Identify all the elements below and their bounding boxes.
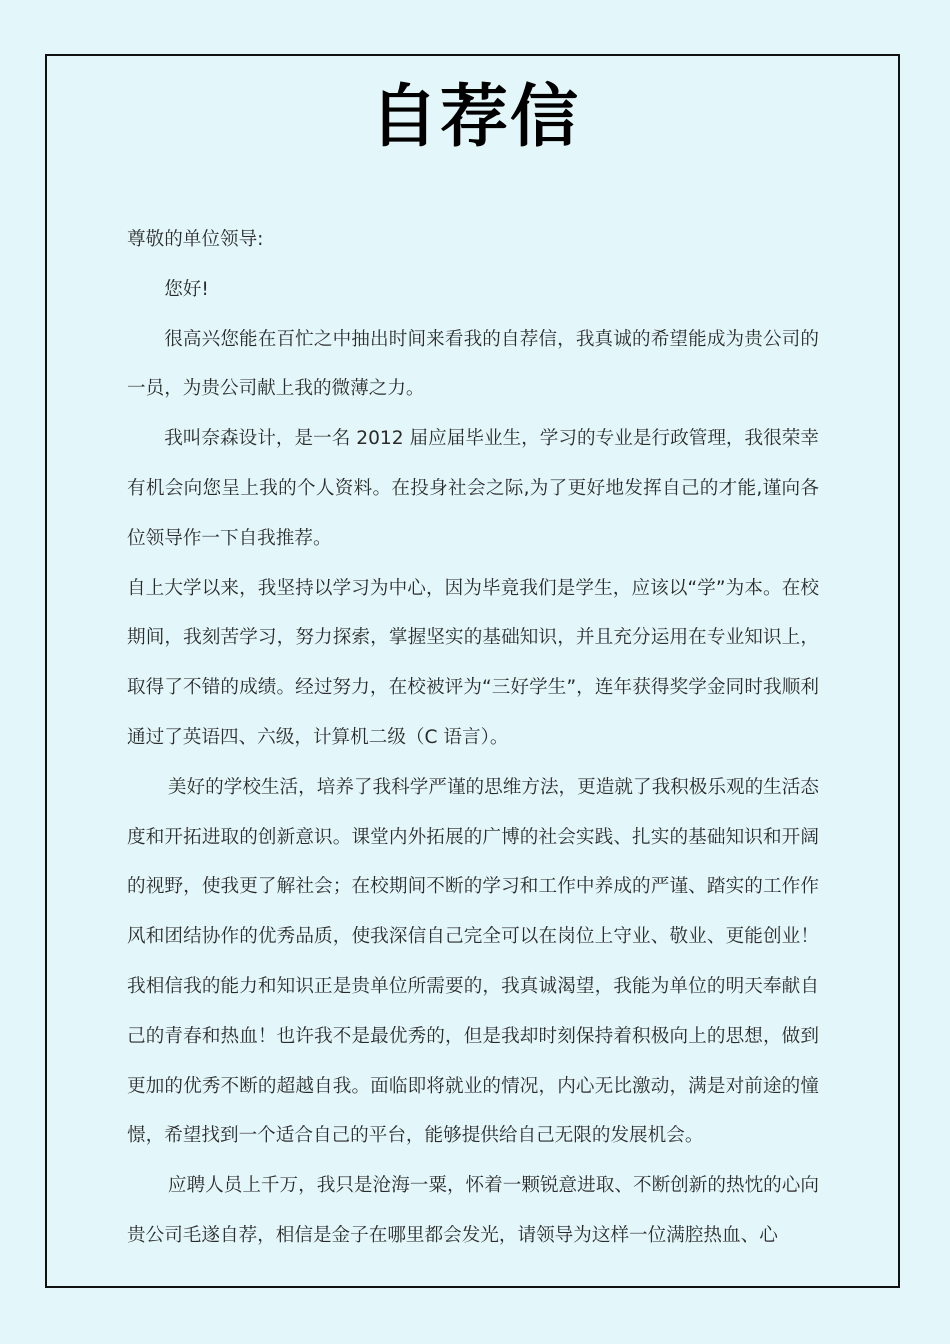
paragraph-school-life: 美好的学校生活，培养了我科学严谨的思维方法，更造就了我积极乐观的生活态度和开拓进取的创新意识。课堂内外拓展的广博的社会实践、扎实的基础知识和开阔的视野，使我更了解社会；在校期间不断的学习和工作中养成的严谨、踏实的工作作风和团结协作的优秀品质，使我深信自己完全可以在岗位上守业、敬业、更能创业！我相信我的能力和知识正是贵单位所需要的，我真诚渴望，我能为单位的明天奉献自己的青春和热血！也许我不是最优秀的，但是我却时刻保持着积极向上的思想，做到更加的优秀不断的超越自我。面临即将就业的情况，内心无比激动，满是对前途的憧憬，希望找到一个适合自己的平台，能够提供给自己无限的发展机会。: [127, 776, 819, 1147]
paragraph-study: 自上大学以来，我坚持以学习为中心，因为毕竟我们是学生，应该以“学”为本。在校期间，我刻苦学习，努力探索，掌握坚实的基础知识，并且充分运用在专业知识上，取得了不错的成绩。经过努力，在校被评为“三好学生”，连年获得奖学金同时我顺利通过了英语四、六级，计算机二级（C 语言）。: [127, 577, 819, 748]
salutation: 尊敬的单位领导:: [127, 229, 264, 250]
letter-body: [127, 215, 819, 1261]
paragraph-intro: 很高兴您能在百忙之中抽出时间来看我的自荐信，我真诚的希望能成为贵公司的一员，为贵公司献上我的微薄之力。: [127, 328, 819, 400]
paragraph-self-introduction: 我叫奈森设计，是一名 2012 届应届毕业生，学习的专业是行政管理，我很荣幸有机会向您呈上我的个人资料。在投身社会之际,为了更好地发挥自己的才能,谨向各位领导作一下自我推荐。: [127, 428, 819, 549]
paragraph-closing: 应聘人员上千万，我只是沧海一粟，怀着一颗锐意进取、不断创新的热忱的心向贵公司毛遂自荐，相信是金子在哪里都会发光，请领导为这样一位满腔热血、心: [127, 1175, 819, 1246]
greeting: 您好!: [164, 278, 209, 300]
document-title: 自荐信: [369, 78, 580, 157]
